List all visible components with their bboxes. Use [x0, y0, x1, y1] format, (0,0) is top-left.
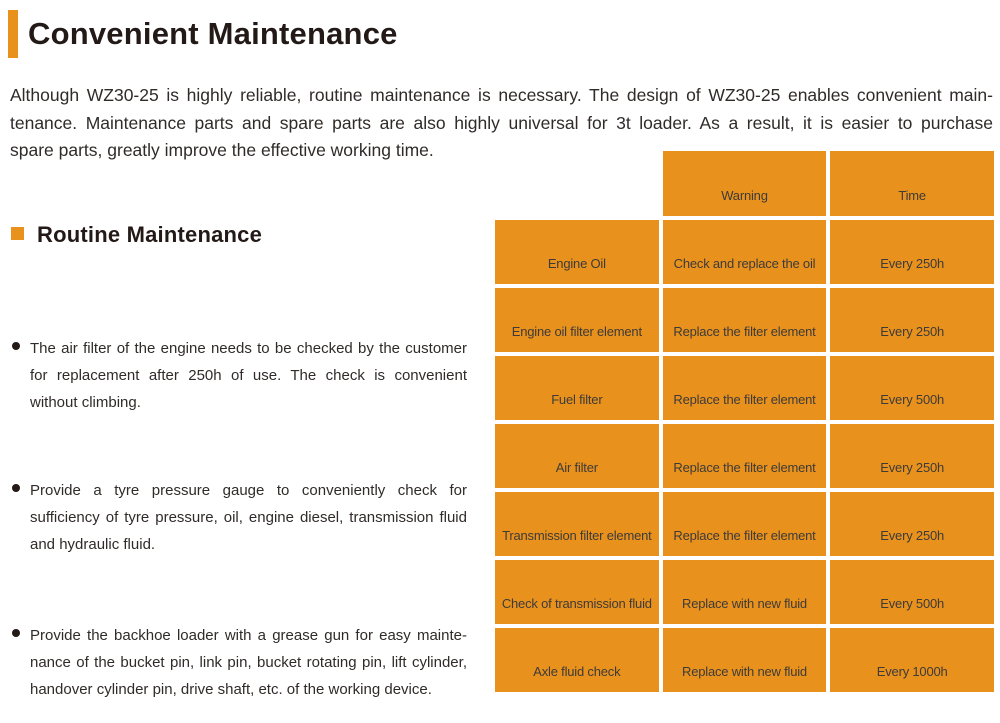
- bullet-text-line: for replacement after 250h of use. The check is convenient: [30, 367, 467, 384]
- table-cell-warning: Replace with new fluid: [663, 628, 827, 692]
- intro-line: tenance. Maintenance parts and spare parts are also highly universal for 3t loader. As a result, it is easier to purchase: [10, 112, 993, 133]
- table-cell-warning: Replace the filter element: [663, 288, 827, 352]
- table-cell-time: Every 250h: [830, 288, 994, 352]
- list-item: [10, 622, 468, 703]
- table-cell-time: Every 500h: [830, 356, 994, 420]
- table-cell-item: Check of transmission fluid: [495, 560, 659, 624]
- table-cell-time: Every 1000h: [830, 628, 994, 692]
- table-cell-warning: Replace the filter element: [663, 424, 827, 488]
- bullet-text-line: handover cylinder pin, drive shaft, etc. of the working device.: [30, 681, 432, 698]
- title-accent-bar: [8, 10, 18, 58]
- bullet-text-line: Provide the backhoe loader with a grease gun for easy mainte-: [30, 627, 467, 644]
- bullet-text-line: The air filter of the engine needs to be checked by the customer: [30, 340, 467, 357]
- table-cell-item: Air filter: [495, 424, 659, 488]
- table-header-cell: Warning: [663, 151, 827, 216]
- table-header-cell: Time: [830, 151, 994, 216]
- table-cell-time: Every 250h: [830, 492, 994, 556]
- bullet-text-line: and hydraulic fluid.: [30, 536, 156, 553]
- bullet-dot-icon: [12, 342, 20, 350]
- section-marker-icon: [11, 227, 24, 240]
- table-cell-item: Engine Oil: [495, 220, 659, 284]
- table-cell-time: Every 500h: [830, 560, 994, 624]
- intro-line: spare parts, greatly improve the effective working time.: [10, 140, 434, 160]
- table-cell-warning: Replace the filter element: [663, 492, 827, 556]
- table-cell-warning: Replace with new fluid: [663, 560, 827, 624]
- bullet-text-line: Provide a tyre pressure gauge to conveniently check for: [30, 482, 467, 499]
- section-title: Routine Maintenance: [37, 222, 263, 247]
- bullet-dot-icon: [12, 484, 20, 492]
- table-cell-warning: Replace the filter element: [663, 356, 827, 420]
- maintenance-table: [495, 151, 994, 692]
- intro-line: Although WZ30-25 is highly reliable, routine maintenance is necessary. The design of WZ30-25 enables convenient main-: [10, 85, 993, 105]
- list-item: [10, 335, 468, 416]
- bullet-dot-icon: [12, 629, 20, 637]
- table-cell-item: Engine oil filter element: [495, 288, 659, 352]
- table-header-cell: [495, 151, 659, 216]
- page-title: Convenient Maintenance: [28, 16, 398, 51]
- bullet-text-line: sufficiency of tyre pressure, oil, engine diesel, transmission fluid: [30, 509, 467, 526]
- table-cell-time: Every 250h: [830, 424, 994, 488]
- table-cell-item: Fuel filter: [495, 356, 659, 420]
- section-heading: [11, 222, 262, 248]
- bullet-text-line: without climbing.: [30, 394, 141, 411]
- table-cell-time: Every 250h: [830, 220, 994, 284]
- table-cell-item: Axle fluid check: [495, 628, 659, 692]
- table-cell-item: Transmission filter element: [495, 492, 659, 556]
- table-cell-warning: Check and replace the oil: [663, 220, 827, 284]
- list-item: [10, 477, 468, 558]
- bullet-text-line: nance of the bucket pin, link pin, bucket rotating pin, lift cylinder,: [30, 654, 467, 671]
